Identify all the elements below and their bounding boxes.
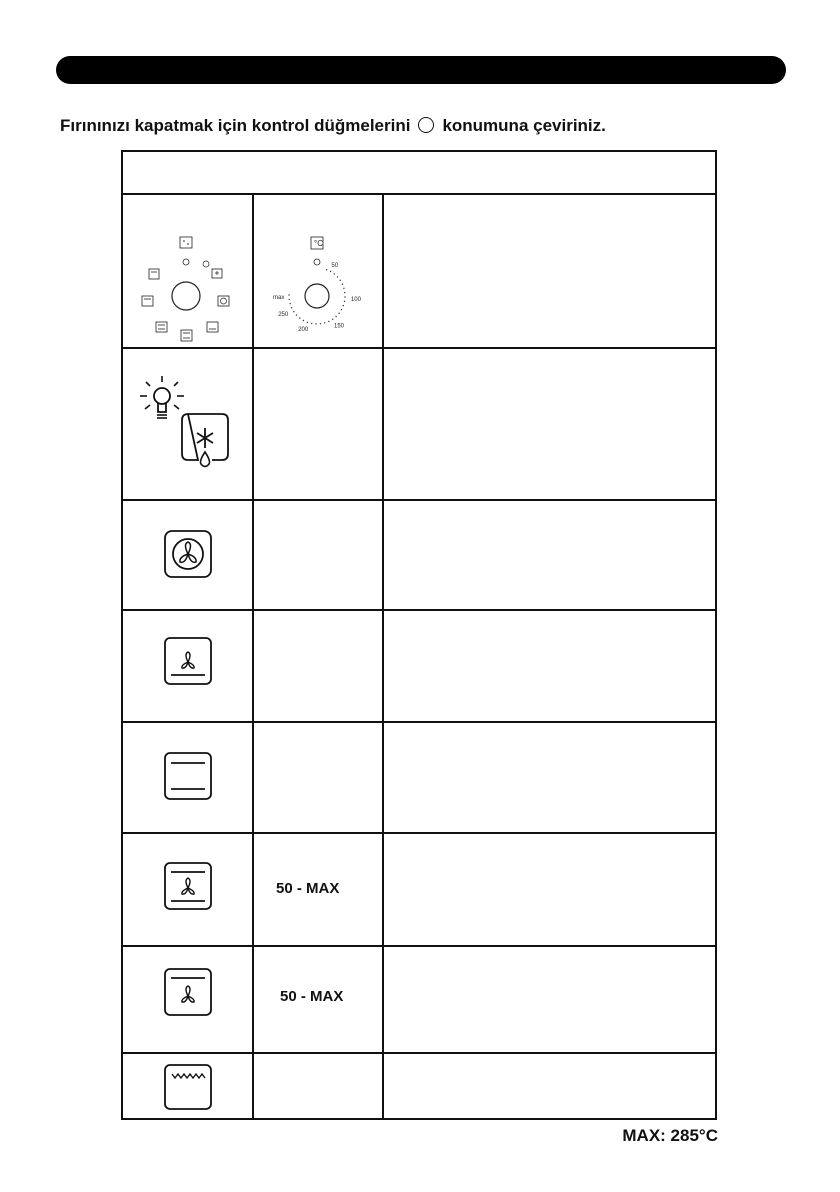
fan-top-bottom-heater-icon bbox=[164, 862, 212, 910]
thermostat-scale-label: 200 bbox=[298, 326, 309, 333]
fan-heater-icon bbox=[164, 530, 212, 578]
thermostat-knob-diagram-icon bbox=[264, 228, 378, 346]
intro-instruction bbox=[60, 116, 606, 136]
thermostat-scale-label: max bbox=[273, 295, 285, 302]
grill-icon bbox=[164, 1064, 212, 1110]
title-bar bbox=[56, 56, 786, 84]
scale-dot bbox=[311, 323, 312, 324]
top-bottom-heater-icon bbox=[164, 752, 212, 800]
scale-dot bbox=[289, 299, 290, 300]
scale-dot bbox=[332, 319, 333, 320]
fan-bottom-heater-icon bbox=[164, 637, 212, 685]
scale-dot bbox=[299, 317, 300, 318]
temperature-range-label: 50 - MAX bbox=[280, 988, 344, 1005]
scale-dot bbox=[328, 321, 329, 322]
thermostat-scale-label: 250 bbox=[278, 312, 289, 318]
row-divider bbox=[123, 721, 715, 723]
header-row-divider bbox=[123, 193, 715, 195]
column-divider bbox=[252, 193, 254, 1120]
scale-dot bbox=[340, 280, 341, 281]
scale-dot bbox=[344, 301, 345, 302]
scale-dot bbox=[341, 309, 342, 310]
fan-top-heater-icon bbox=[164, 968, 212, 1016]
svg-text:°C: °C bbox=[314, 239, 323, 248]
scale-dot bbox=[307, 322, 308, 323]
scale-dot bbox=[337, 276, 338, 277]
function-knob-diagram-icon bbox=[134, 228, 244, 346]
max-temperature-note: MAX: 285°C bbox=[622, 1126, 718, 1145]
scale-dot bbox=[330, 271, 331, 272]
row-divider bbox=[123, 609, 715, 611]
thermostat-scale-label: 50 bbox=[331, 263, 339, 270]
column-divider bbox=[382, 193, 384, 1120]
scale-dot bbox=[288, 294, 289, 295]
row-divider bbox=[123, 1052, 715, 1054]
scale-dot bbox=[303, 320, 304, 321]
scale-dot bbox=[324, 322, 325, 323]
scale-dot bbox=[293, 311, 294, 312]
defrost-icon bbox=[180, 412, 232, 470]
scale-dot bbox=[296, 314, 297, 315]
row-divider bbox=[123, 347, 715, 349]
intro-text-after: konumuna çeviriniz. bbox=[442, 116, 606, 135]
scale-dot bbox=[291, 307, 292, 308]
scale-dot bbox=[344, 292, 345, 293]
scale-dot bbox=[344, 296, 345, 297]
intro-text-before: Fırınınızı kapatmak için kontrol düğmelerini bbox=[60, 116, 411, 135]
scale-dot bbox=[342, 284, 343, 285]
scale-dot bbox=[289, 303, 290, 304]
scale-dot bbox=[343, 305, 344, 306]
scale-dot bbox=[315, 323, 316, 324]
thermostat-scale-label: 150 bbox=[334, 323, 345, 330]
row-divider bbox=[123, 945, 715, 947]
off-position-circle-icon bbox=[418, 117, 434, 133]
scale-dot bbox=[338, 313, 339, 314]
scale-dot bbox=[320, 323, 321, 324]
thermostat-scale-label: 100 bbox=[350, 297, 361, 303]
row-divider bbox=[123, 832, 715, 834]
row-divider bbox=[123, 499, 715, 501]
temperature-range-label: 50 - MAX bbox=[276, 880, 340, 897]
scale-dot bbox=[334, 273, 335, 274]
scale-dot bbox=[326, 269, 327, 270]
scale-dot bbox=[343, 288, 344, 289]
scale-dot bbox=[335, 316, 336, 317]
